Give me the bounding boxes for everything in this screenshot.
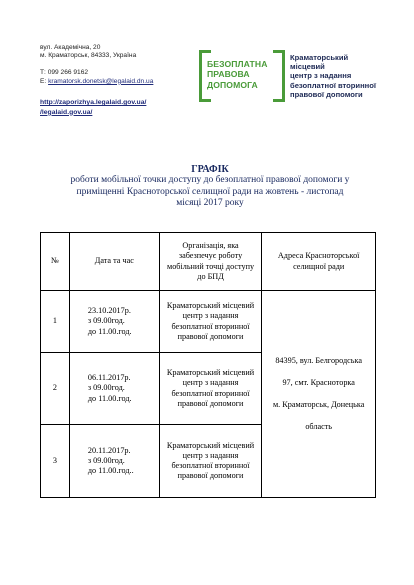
street-address: вул. Академічна, 20 (40, 44, 101, 51)
row-organization: Краматорський місцевий центр з надання безоплатної вторинної правової допомоги (159, 353, 262, 425)
table-header-row (41, 233, 376, 291)
title-line-2: роботи мобільної точки доступу до безоплатної правової допомоги у (70, 175, 350, 186)
row-date: 23.10.2017р. з 09.00год. до 11.00.год. (69, 291, 159, 353)
header-number: № (41, 233, 70, 291)
table-row (41, 291, 376, 353)
row-organization: Краматорський місцевий центр з надання безоплатної вторинної правової допомоги (159, 291, 262, 353)
website-link-zaporizhya[interactable]: http://zaporizhya.legalaid.gov.ua/ (40, 99, 147, 106)
header-organization: Організація, яка забезпечує роботу мобільний точці доступу до БПД (159, 233, 262, 291)
phone-number: Т: 099 266 9162 (40, 69, 89, 77)
row-number: 1 (41, 291, 70, 353)
row-date: 20.11.2017р. з 09.00год. до 11.00.год.. (69, 425, 159, 498)
title-heading: ГРАФІК (191, 164, 229, 175)
city-address: м. Краматорськ, 84333, Україна (40, 52, 137, 60)
address-cell: 84395, вул. Белгородська 97, смт. Красноторка м. Краматорськ, Донецька область (262, 291, 376, 498)
header-address: Адреса Красноторської селищної ради (262, 233, 376, 291)
document-title (20, 164, 400, 210)
email-label: E: (40, 77, 47, 85)
website-links (40, 98, 146, 117)
logo-text: БЕЗОПЛАТНА ПРАВОВА ДОПОМОГА (207, 59, 268, 90)
row-organization: Краматорський місцевий центр з надання безоплатної вторинної правової допомоги (159, 425, 262, 498)
title-line-4: місяці 2017 року (176, 198, 244, 209)
row-number: 3 (41, 425, 70, 498)
title-line-3: приміщенні Красноторської селищної ради на жовтень - листопад (76, 186, 344, 197)
row-date: 06.11.2017р. з 09.00год. до 11.00.год. (69, 353, 159, 425)
header-date: Дата та час (69, 233, 159, 291)
row-number: 2 (41, 353, 70, 425)
center-name: Краматорський місцевий центр з надання безоплатної вторинної правової допомоги (290, 53, 377, 99)
website-link-legalaid[interactable]: /legalaid.gov.ua/ (40, 108, 93, 116)
email-link[interactable]: kramatorsk.donetsk@legalaid.dn.ua (48, 77, 154, 85)
schedule-table (40, 232, 376, 498)
email-line (40, 78, 200, 86)
legal-aid-logo (199, 50, 285, 102)
contact-block (40, 44, 200, 86)
